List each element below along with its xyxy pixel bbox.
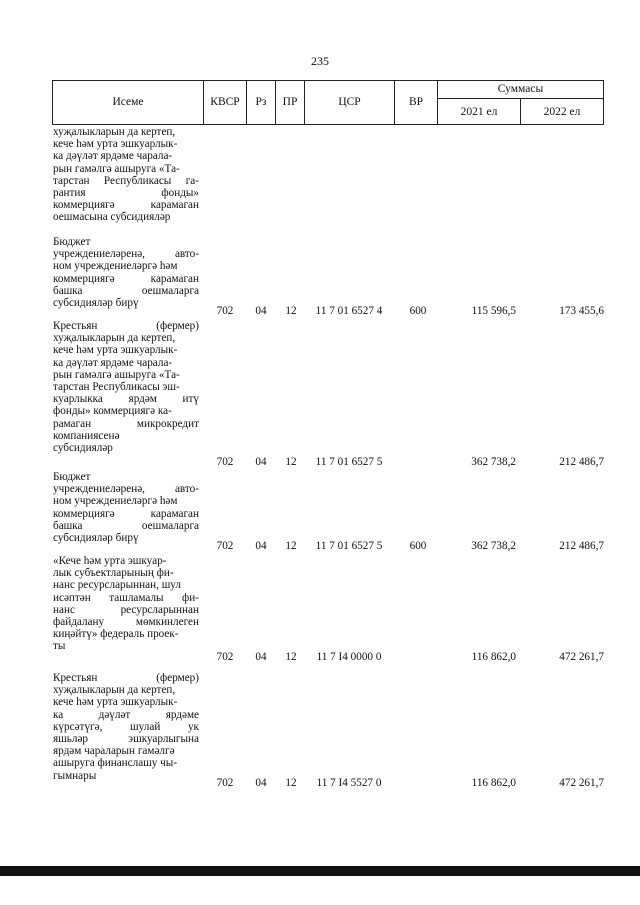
- row-name: [53, 320, 199, 454]
- row-name: [53, 672, 199, 782]
- cell-pr: 12: [285, 777, 297, 789]
- name-line: субсидияләр бирү: [53, 297, 139, 310]
- name-line: киңәйтү» федераль проек-: [53, 628, 179, 641]
- cell-csr: 11 7 01 6527 5: [315, 540, 383, 552]
- header-name: Исеме: [112, 96, 144, 108]
- cell-2021: 116 862,0: [471, 651, 516, 663]
- name-line: файдалану мөмкинлеген: [53, 616, 199, 629]
- cell-csr: 11 7 01 6527 5: [315, 456, 383, 468]
- name-line: Бюджет: [53, 236, 91, 248]
- name-line: Крестьян (фермер): [53, 672, 199, 684]
- name-line: ярдәм чараларын гамәлгә: [53, 745, 175, 758]
- cell-kvsr: 702: [216, 777, 234, 789]
- cell-pr: 12: [285, 651, 297, 663]
- name-line: Крестьян (фермер): [53, 320, 199, 332]
- name-line: ка дәүләт ярдәме чарала-: [53, 150, 173, 163]
- name-line: тарстан Республикасы га-: [53, 174, 199, 187]
- header-rz: Рз: [255, 96, 267, 108]
- cell-2022: 472 261,7: [559, 777, 604, 789]
- cell-2022: 173 455,6: [559, 305, 604, 317]
- name-line: ты: [53, 640, 66, 653]
- cell-rz: 04: [255, 305, 267, 317]
- name-line: нанс ресурсларыннан: [53, 603, 199, 616]
- cell-2022: 212 486,7: [559, 540, 604, 552]
- name-line: яшьләр эшкуарлыгына: [53, 733, 199, 746]
- cell-2021: 362 738,2: [471, 540, 516, 552]
- name-line: коммерциягә карамаган: [53, 272, 199, 285]
- row-name: [53, 555, 199, 653]
- cell-rz: 04: [255, 540, 267, 552]
- name-line: исәптән ташламалы фи-: [53, 591, 199, 604]
- cell-pr: 12: [285, 456, 297, 468]
- scan-bottom-border: [0, 866, 640, 876]
- cell-rz: 04: [255, 456, 267, 468]
- page-number: 235: [311, 54, 329, 68]
- header-pr: ПР: [282, 96, 298, 108]
- header-2022: 2022 ел: [543, 105, 581, 118]
- name-line: оешмасына субсидияләр: [53, 211, 171, 224]
- cell-csr: 11 7 I4 0000 0: [316, 651, 382, 663]
- header-bottom-border: [52, 124, 604, 125]
- name-line: компаниясенә: [53, 429, 120, 442]
- name-line: учреждениеләренә, авто-: [53, 248, 199, 261]
- name-line: күрсәтүгә, шулай ук: [53, 720, 199, 733]
- col-border: [603, 80, 604, 125]
- header-kvsr: КВСР: [210, 96, 240, 108]
- cell-pr: 12: [285, 305, 297, 317]
- name-line: башка оешмаларга: [53, 519, 199, 532]
- row-name: [53, 126, 199, 224]
- row-name: [53, 236, 199, 309]
- name-line: рантия фонды»: [53, 187, 199, 200]
- name-line: учреждениеләренә, авто-: [53, 483, 199, 496]
- row-name: [53, 471, 199, 544]
- cell-rz: 04: [255, 777, 267, 789]
- name-line: субсидияләр бирү: [53, 532, 139, 545]
- cell-csr: 11 7 01 6527 4: [315, 305, 383, 317]
- name-line: рын гамәлгә ашыруга «Та-: [53, 368, 180, 381]
- name-line: кече һәм урта эшкуарлык-: [53, 696, 178, 709]
- cell-2021: 362 738,2: [471, 456, 516, 468]
- header-sums: Суммасы: [497, 83, 544, 95]
- name-line: лык субъектларының фи-: [53, 567, 174, 580]
- name-line: рын гамәлгә ашыруга «Та-: [53, 162, 180, 175]
- cell-2021: 116 862,0: [471, 777, 516, 789]
- cell-csr: 11 7 I4 5527 0: [316, 777, 382, 789]
- name-line: Бюджет: [53, 471, 91, 483]
- cell-2022: 472 261,7: [559, 651, 604, 663]
- name-line: гымнары: [53, 769, 97, 782]
- name-line: хуҗалыкларын да кертеп,: [53, 684, 176, 697]
- name-line: ном учреждениеләргә һәм: [53, 495, 178, 508]
- name-line: «Кече һәм урта эшкуар-: [53, 555, 167, 567]
- cell-rz: 04: [255, 651, 267, 663]
- cell-kvsr: 702: [216, 651, 234, 663]
- name-line: тарстан Республикасы эш-: [53, 381, 180, 394]
- cell-2022: 212 486,7: [559, 456, 604, 468]
- name-line: ка дәүләт ярдәме: [53, 708, 199, 721]
- name-line: башка оешмаларга: [53, 284, 199, 297]
- cell-2021: 115 596,5: [471, 305, 516, 317]
- name-line: ашыруга финанслашу чы-: [53, 757, 178, 770]
- header-2021: 2021 ел: [460, 105, 498, 118]
- name-line: субсидияләр: [53, 442, 113, 455]
- name-line: ка дәүләт ярдәме чарала-: [53, 356, 173, 369]
- name-line: куарлыкка ярдәм итү: [53, 393, 199, 406]
- name-line: коммерциягә карамаган: [53, 199, 199, 212]
- name-line: кече һәм урта эшкуарлык-: [53, 138, 178, 151]
- name-line: хуҗалыкларын да кертеп,: [53, 126, 176, 138]
- cell-vr: 600: [409, 305, 427, 317]
- name-line: кече һәм урта эшкуарлык-: [53, 344, 178, 357]
- name-line: ном учреждениеләргә һәм: [53, 260, 178, 273]
- cell-pr: 12: [285, 540, 297, 552]
- header-csr: ЦСР: [338, 96, 361, 108]
- name-line: хуҗалыкларын да кертеп,: [53, 332, 176, 345]
- cell-vr: 600: [409, 540, 427, 552]
- name-line: коммерциягә карамаган: [53, 507, 199, 520]
- cell-kvsr: 702: [216, 456, 234, 468]
- header-vr: ВР: [408, 96, 424, 108]
- cell-kvsr: 702: [216, 305, 234, 317]
- name-line: фонды» коммерциягә ка-: [53, 405, 172, 418]
- name-line: рамаган микрокредит: [53, 417, 199, 430]
- name-line: нанс ресурсларыннан, шул: [53, 579, 181, 592]
- cell-kvsr: 702: [216, 540, 234, 552]
